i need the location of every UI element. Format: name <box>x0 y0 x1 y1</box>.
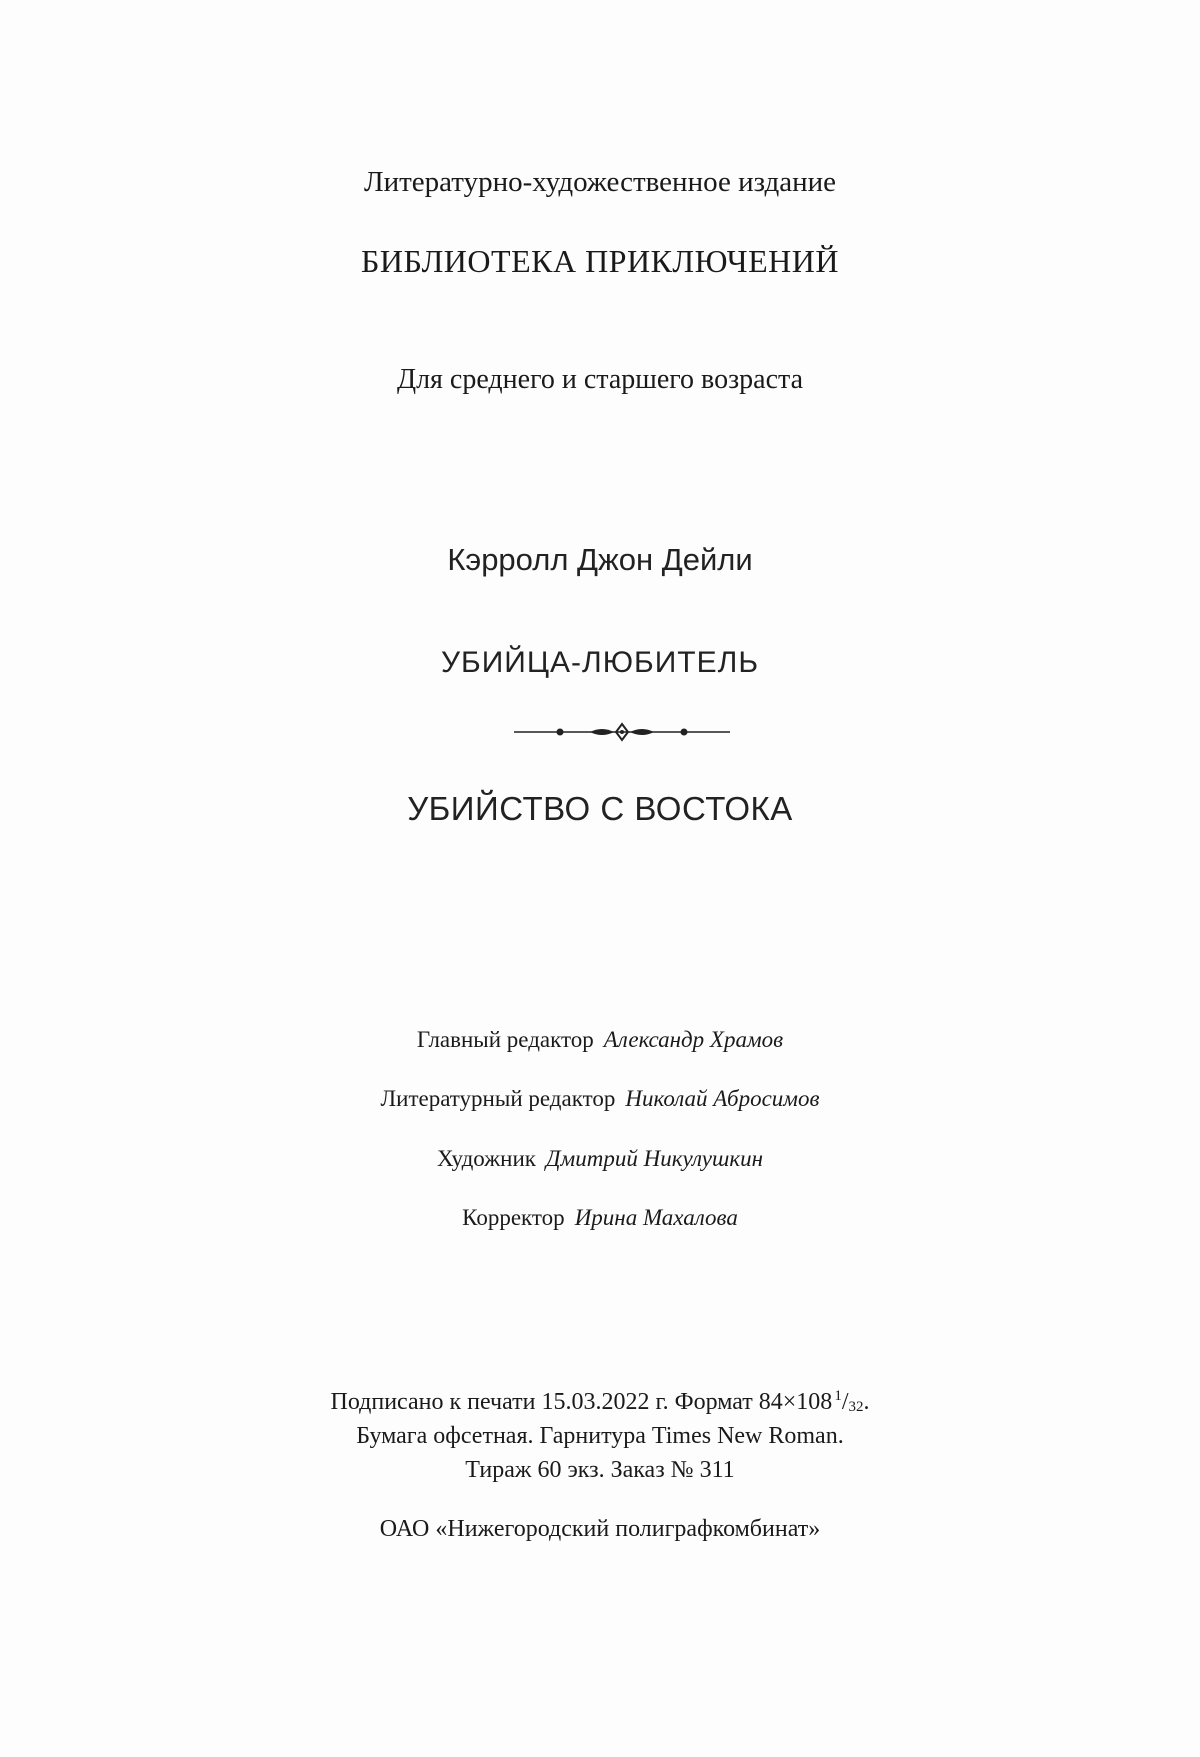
credit-line <box>0 1146 1200 1172</box>
printer-name: ОАО «Нижегородский полиграфкомбинат» <box>379 1516 821 1542</box>
imprint-line-1 <box>0 1388 1200 1416</box>
book-title-2: УБИЙСТВО С ВОСТОКА <box>407 790 793 827</box>
credit-line <box>0 1027 1200 1053</box>
credit-name: Николай Абросимов <box>625 1086 820 1111</box>
credit-line <box>0 1086 1200 1112</box>
format-numerator: 1 <box>834 1388 842 1404</box>
credit-name: Александр Храмов <box>603 1027 784 1052</box>
imprint-line-3: Тираж 60 экз. Заказ № 311 <box>465 1457 735 1483</box>
series-title: БИБЛИОТЕКА ПРИКЛЮЧЕНИЙ <box>361 243 839 279</box>
author-name: Кэрролл Джон Дейли <box>447 542 753 577</box>
imprint-line-1-end: . <box>863 1389 870 1415</box>
decorative-divider-icon <box>512 720 732 744</box>
credit-name: Дмитрий Никулушкин <box>545 1146 764 1171</box>
format-separator: / <box>841 1389 849 1415</box>
book-title-1: УБИЙЦА-ЛЮБИТЕЛЬ <box>440 646 760 679</box>
imprint-line-2: Бумага офсетная. Гарнитура Times New Roman. <box>356 1423 844 1449</box>
age-group: Для среднего и старшего возраста <box>396 364 804 395</box>
credit-role: Художник <box>436 1146 536 1171</box>
credit-line <box>0 1205 1200 1231</box>
credit-role: Литературный редактор <box>380 1086 616 1111</box>
imprint-signed-format: Подписано к печати 15.03.2022 г. Формат 84×108 <box>330 1389 833 1415</box>
credit-name: Ирина Махалова <box>574 1205 738 1230</box>
credit-role: Главный редактор <box>416 1027 594 1052</box>
edition-type: Литературно-художественное издание <box>363 166 837 198</box>
format-denominator: 32 <box>848 1399 864 1415</box>
credit-role: Корректор <box>462 1205 565 1230</box>
